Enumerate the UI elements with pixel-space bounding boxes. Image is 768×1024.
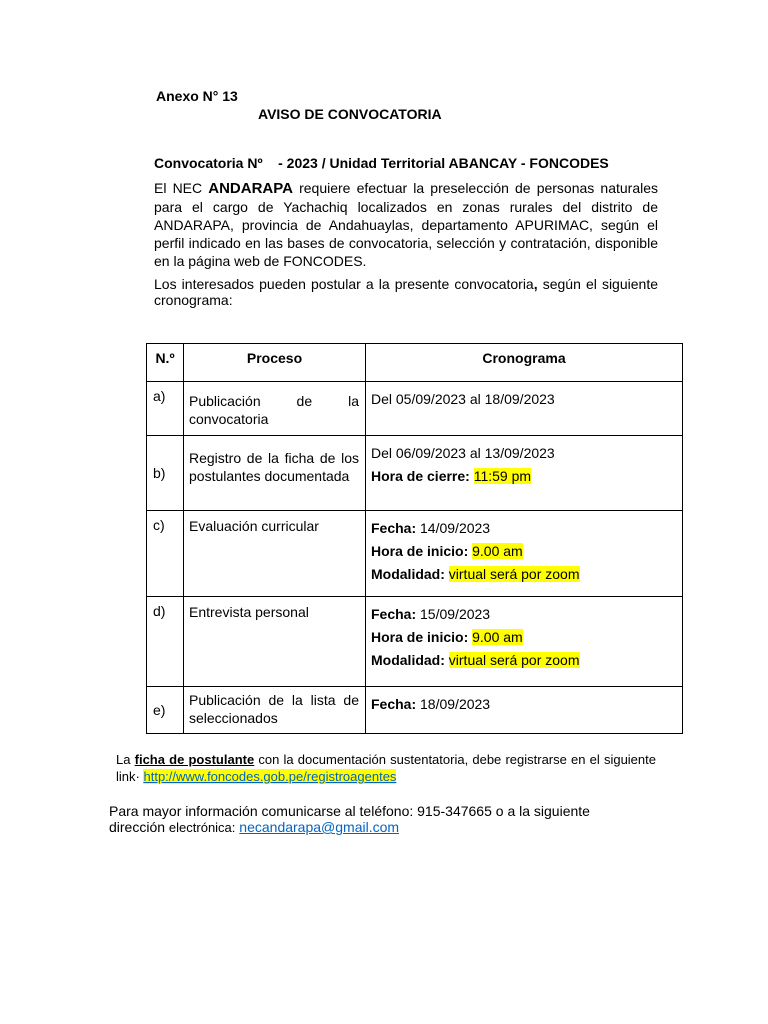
table-row: c) Evaluación curricular Fecha: 14/09/2023 Hora de inicio: 9.00 am Modalidad: virtual será por zoom	[147, 511, 683, 597]
email-link[interactable]: necandarapa@gmail.com	[239, 819, 400, 835]
ficha-postulante: ficha de postulante	[134, 752, 255, 767]
table-row: e) Publicación de la lista de seleccionados Fecha: 18/09/2023	[147, 687, 683, 734]
highlight-time: 9.00 am	[472, 543, 523, 559]
convocatoria-heading: Convocatoria Nº - 2023 / Unidad Territorial ABANCAY - FONCODES	[154, 155, 609, 171]
table-row: d) Entrevista personal Fecha: 15/09/2023 Hora de inicio: 9.00 am Modalidad: virtual será por zoom	[147, 597, 683, 687]
registration-link[interactable]: http://www.foncodes.gob.pe/registroagentes	[143, 769, 397, 784]
schedule-table	[146, 343, 683, 734]
highlight-time: 11:59 pm	[473, 468, 532, 484]
table-row: b) Registro de la ficha de los postulantes documentada Del 06/09/2023 al 13/09/2023 Hora de cierre: 11:59 pm	[147, 436, 683, 511]
table-header-row	[147, 344, 683, 382]
header-num: N.º	[147, 344, 184, 382]
registration-note: La ficha de postulante con la documentación sustentatoria, debe registrarse en el siguiente link· http://www.foncodes.gob.pe/registroagentes	[116, 752, 656, 784]
contact-note: Para mayor información comunicarse al teléfono: 915-347665 o a la siguiente dirección electrónica: necandarapa@gmail.com	[109, 803, 590, 835]
highlight-modality: virtual será por zoom	[448, 566, 580, 582]
intro-paragraph: El NEC ANDARAPA requiere efectuar la preselección de personas naturales para el cargo de Yachachiq localizados en zonas rurales del distrito de ANDARAPA, provincia de Andahuaylas, departamento APURIMAC, según el perfil indicado en las bases de convocatoria, selección y contratación, disponible en la página web de FONCODES.	[154, 180, 658, 269]
highlight-modality: virtual será por zoom	[448, 652, 580, 668]
header-cronograma: Cronograma	[366, 344, 683, 382]
table-row: a) Publicación de la convocatoria Del 05/09/2023 al 18/09/2023	[147, 382, 683, 436]
annex-number: Anexo N° 13	[156, 88, 238, 104]
highlight-time: 9.00 am	[472, 629, 523, 645]
postulation-paragraph: Los interesados pueden postular a la presente convocatoria, según el siguiente cronograma:	[154, 276, 658, 308]
nec-name: ANDARAPA	[208, 180, 293, 197]
page-title: AVISO DE CONVOCATORIA	[258, 106, 442, 122]
header-proceso: Proceso	[184, 344, 366, 382]
